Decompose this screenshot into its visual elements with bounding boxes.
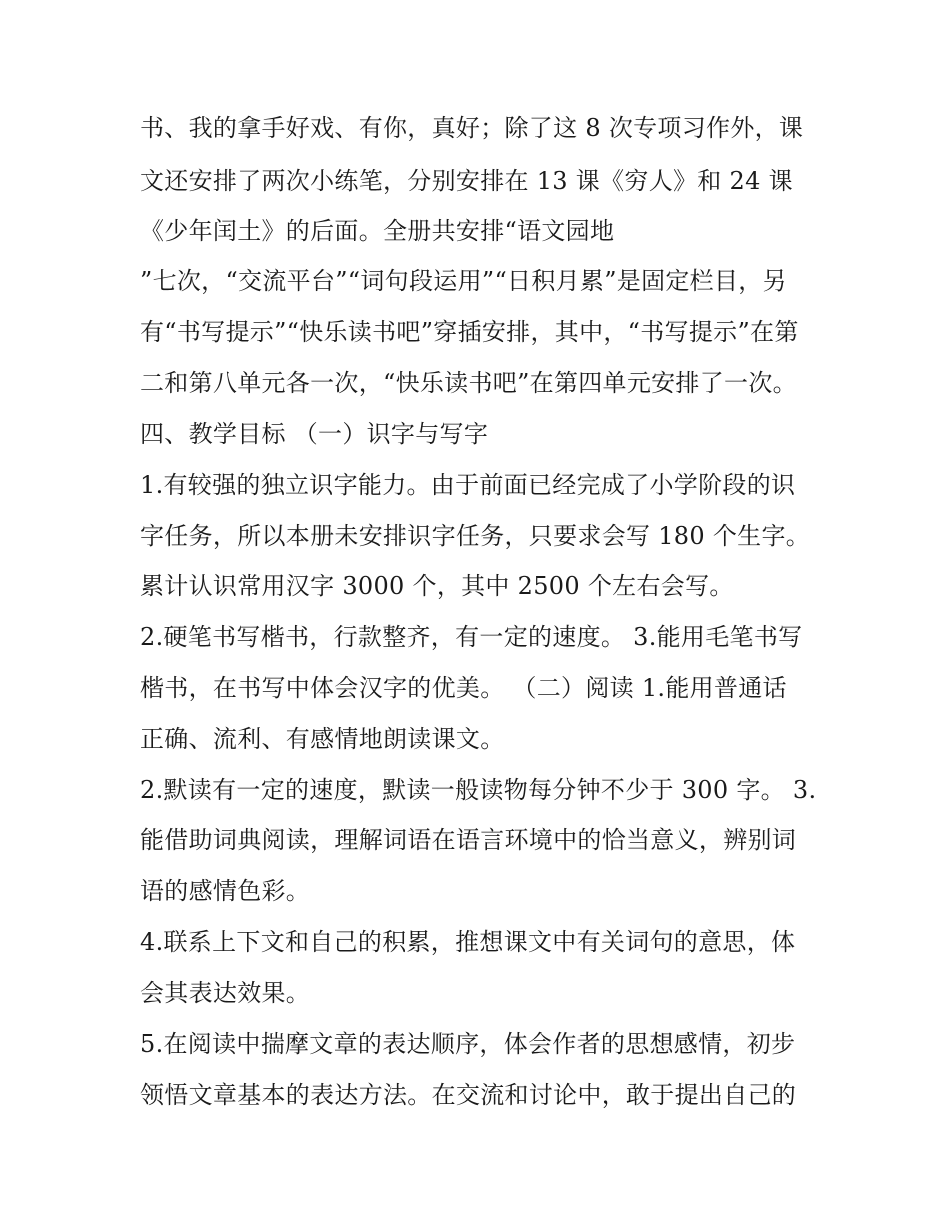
text-line: 文还安排了两次小练笔，分别安排在 13 课《穷人》和 24 课: [140, 167, 793, 195]
text-line: 能借助词典阅读，理解词语在语言环境中的恰当意义，辨别词: [140, 826, 797, 854]
text-line: 正确、流利、有感情地朗读课文。: [140, 725, 505, 753]
text-line: 有“书写提示”“快乐读书吧”穿插安排，其中，“书写提示”在第: [140, 318, 799, 346]
text-line: 累计认识常用汉字 3000 个，其中 2500 个左右会写。: [140, 572, 734, 600]
text-line: 领悟文章基本的表达方法。在交流和讨论中，敢于提出自己的: [140, 1081, 797, 1109]
text-line: 4.联系上下文和自己的积累，推想课文中有关词句的意思，体: [140, 928, 796, 956]
text-line: 语的感情色彩。: [140, 877, 311, 905]
text-line: 楷书，在书写中体会汉字的优美。 （二）阅读 1.能用普通话: [140, 674, 787, 702]
text-line: 二和第八单元各一次，“快乐读书吧”在第四单元安排了一次。: [140, 369, 797, 397]
text-line: 字任务，所以本册未安排识字任务，只要求会写 180 个生字。: [140, 522, 811, 550]
text-line: ”七次，“交流平台”“词句段运用”“日积月累”是固定栏目，另: [140, 267, 787, 295]
text-line: 会其表达效果。: [140, 979, 311, 1007]
text-line: 2.默读有一定的速度，默读一般读物每分钟不少于 300 字。 3.: [140, 776, 817, 804]
text-line: 书、我的拿手好戏、有你，真好；除了这 8 次专项习作外，课: [140, 114, 804, 142]
text-line: 2.硬笔书写楷书，行款整齐，有一定的速度。 3.能用毛笔书写: [140, 623, 803, 651]
section-heading: 四、教学目标 （一）识字与写字: [140, 420, 489, 448]
text-line: 1.有较强的独立识字能力。由于前面已经完成了小学阶段的识: [140, 471, 796, 499]
text-line: 《少年闰土》的后面。全册共安排“语文园地: [140, 217, 615, 245]
text-line: 5.在阅读中揣摩文章的表达顺序，体会作者的思想感情，初步: [140, 1030, 796, 1058]
